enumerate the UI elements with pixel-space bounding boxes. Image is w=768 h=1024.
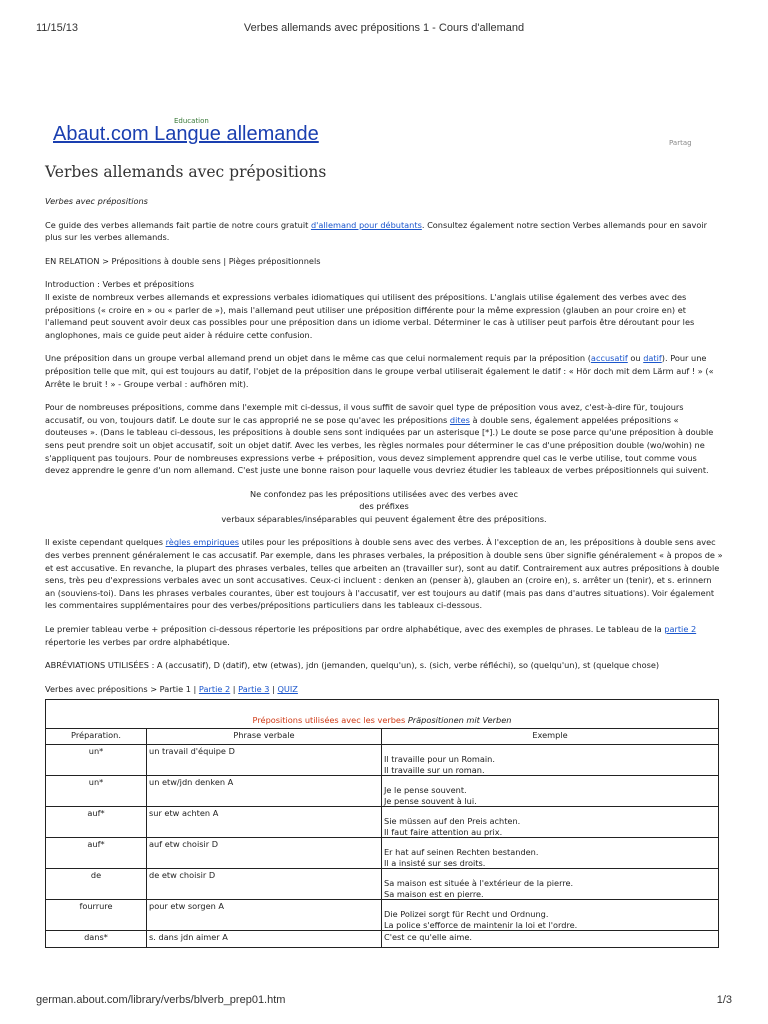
table-row — [46, 745, 719, 776]
cell-preposition: un* — [46, 776, 147, 807]
beginners-course-link[interactable]: d'allemand pour débutants — [310, 219, 422, 230]
prepositions-table — [45, 699, 719, 948]
category-label: Education — [174, 117, 209, 125]
cell-phrase: un travail d'équipe D — [147, 745, 382, 776]
cell-preposition: un* — [46, 745, 147, 776]
print-header — [36, 22, 732, 34]
table-caption: Prépositions utilisées avec les verbes Präpositionen mit Verben — [46, 700, 719, 729]
print-title: Verbes allemands avec prépositions 1 - Cours d'allemand — [243, 22, 525, 34]
rules-of-thumb-link[interactable]: règles empiriques — [165, 537, 240, 548]
cell-preposition: auf* — [46, 838, 147, 869]
cell-phrase: auf etw choisir D — [147, 838, 382, 869]
table-caption-row — [46, 700, 719, 729]
nav-part-3[interactable]: Partie 3 — [238, 683, 270, 694]
subtitle: Verbes avec prépositions — [45, 196, 148, 206]
col-header-preposition: Préparation. — [46, 729, 147, 745]
accusative-link[interactable]: accusatif — [590, 353, 628, 364]
table-header-row — [46, 729, 719, 745]
print-footer — [36, 994, 732, 1006]
article-body — [45, 195, 723, 948]
cell-example: Il travaille pour un Romain. Il travaille sur un roman. — [382, 745, 719, 776]
table-row — [46, 776, 719, 807]
nav-part-2[interactable]: Partie 2 — [198, 683, 231, 694]
paragraph-3: Pour de nombreuses prépositions, comme dans l'exemple mit ci-dessus, il vous suffit de savoir quel type de préposition vous avez, c'est-à-dire für, toujours accusatif, ou von, toujours datif. Le doute sur le cas approprié ne se pose qu'avec les prépositions dites à double sens, également appelées prépositions « douteuses ». (Dans le tableau ci-dessous, les prépositions à double sens sont indiquées par un asterisque [*].) Le doute se pose parce qu'une préposition à double sens peut prendre soit un objet accusatif, soit un objet datif. Avec les verbes, les règles normales pour déterminer le cas d'une préposition double (wo/wohin) ne s'appliquent pas toujours. Pour de nombreuses expressions verbe + préposition, vous devez simplement apprendre quel cas le verbe utilise, tout comme vous devez apprendre le genre d'un nom allemand. C'est juste une bonne raison pour laquelle vous devriez étudier les tableaux de verbes prépositionnels qui suivent. — [45, 402, 714, 476]
abbreviations: ABRÉVIATIONS UTILISÉES : A (accusatif), D (datif), etw (etwas), jdn (jemanden, quelqu'un), s. (sich, verbe réfléchi), so (quelqu'un), st (quelque chose) — [45, 660, 660, 671]
page-number: 1/3 — [716, 994, 732, 1006]
cell-preposition: fourrure — [46, 900, 147, 931]
centered-note: Ne confondez pas les prépositions utilisées avec des verbes avec des préfixes verbaux séparables/inséparables qui peuvent également être des prépositions. — [221, 488, 547, 524]
cell-preposition: dans* — [46, 931, 147, 948]
cell-example: C'est ce qu'elle aime. — [382, 931, 719, 948]
related-links: EN RELATION > Prépositions à double sens | Pièges prépositionnels — [45, 255, 321, 266]
table-row — [46, 807, 719, 838]
print-date: 11/15/13 — [36, 22, 79, 34]
table-row — [46, 869, 719, 900]
two-way-link[interactable]: dites — [449, 414, 470, 425]
part-2-inline-link[interactable]: partie 2 — [664, 624, 697, 635]
cell-phrase: un etw/jdn denken A — [147, 776, 382, 807]
table-row — [46, 838, 719, 869]
page-title: Verbes allemands avec prépositions — [45, 163, 327, 181]
brand-prefix[interactable]: Abaut.com Langue — [53, 123, 227, 145]
intro-paragraph: Ce guide des verbes allemands fait partie de notre cours gratuit d'allemand pour débutants. Consultez également notre section Verbes allemands pour en savoir plus sur les verbes allemands. — [45, 219, 708, 243]
cell-example: Die Polizei sorgt für Recht und Ordnung. La police s'efforce de maintenir la loi et l'ordre. — [382, 900, 719, 931]
dative-link[interactable]: datif — [643, 353, 662, 364]
site-brand[interactable] — [53, 123, 319, 146]
paragraph-5: Le premier tableau verbe + préposition ci-dessous répertorie les prépositions par ordre alphabétique, avec des exemples de phrases. Le tableau de la partie 2 répertorie les verbes par ordre alphabétique. — [45, 624, 697, 647]
cell-example: Sa maison est située à l'extérieur de la pierre. Sa maison est en pierre. — [382, 869, 719, 900]
table-row — [46, 900, 719, 931]
cell-phrase: sur etw achten A — [147, 807, 382, 838]
col-header-phrase: Phrase verbale — [147, 729, 382, 745]
cell-phrase: pour etw sorgen A — [147, 900, 382, 931]
parts-navigation: Verbes avec prépositions > Partie 1 | Partie 2 | Partie 3 | QUIZ — [45, 683, 298, 694]
nav-quiz[interactable]: QUIZ — [277, 683, 298, 694]
paragraph-2: Une préposition dans un groupe verbal allemand prend un objet dans le même cas que celui normalement requis par la préposition (accusatif ou datif). Pour une préposition telle que mit, qui est toujours au datif, l'objet de la préposition dans le groupe verbal utiliserait également le datif : « Hör doch mit dem Lärm auf ! » (« Arrête le bruit ! » - Groupe verbal : aufhören mit). — [45, 353, 714, 389]
cell-example: Er hat auf seinen Rechten bestanden. Il a insisté sur ses droits. — [382, 838, 719, 869]
col-header-example: Exemple — [382, 729, 719, 745]
cell-example: Sie müssen auf den Preis achten. Il faut faire attention au prix. — [382, 807, 719, 838]
intro-section — [45, 278, 723, 341]
brand-link[interactable]: allemande — [226, 123, 319, 145]
footer-url: german.about.com/library/verbs/blverb_prep01.htm — [36, 994, 286, 1006]
cell-preposition: de — [46, 869, 147, 900]
cell-example: Je le pense souvent. Je pense souvent à lui. — [382, 776, 719, 807]
paragraph-1: Il existe de nombreux verbes allemands et expressions verbales idiomatiques qui utilisent des prépositions. L'anglais utilise également des verbes avec des prépositions (« croire en » ou « parler de »), mais l'allemand peut utiliser une préposition différente pour la même expression (glauben an pour croire en) et l'allemand peut souvent avoir deux cas possibles pour une préposition dans un idiome verbal. Déterminer le cas à utiliser peut parfois être déroutant pour les anglophones, mais ce guide peut aider à réduire cette confusion. — [45, 291, 695, 340]
share-label[interactable]: Partag — [669, 139, 692, 147]
intro-heading: Introduction : Verbes et prépositions — [45, 279, 194, 290]
cell-phrase: de etw choisir D — [147, 869, 382, 900]
table-row — [46, 931, 719, 948]
cell-phrase: s. dans jdn aimer A — [147, 931, 382, 948]
cell-preposition: auf* — [46, 807, 147, 838]
paragraph-4: Il existe cependant quelques règles empiriques utiles pour les prépositions à double sens avec des verbes. À l'exception de an, les prépositions à double sens avec des verbes prennent généralement le cas accusatif. Par exemple, dans les phrases verbales, la préposition à double sens über signifie généralement « à propos de » et est accusative. En revanche, la plupart des phrases verbales, telles que arbeiten an (travailler sur), sont au datif. Contrairement aux autres prépositions à double sens, très peu d'expressions verbales avec un sont accusatives. Ceux-ci incluent : denken an (penser à), glauben an (croire en), s. arrêter un (tenir), et s. erinnern an (souviens-toi). Dans les phrases verbales courantes, über est toujours à l'accusatif, ver est toujours au datif (mais pas dans d'autres situations). Voir également les commentaires supplémentaires pour des verbes/prépositions particuliers dans les tableaux ci-dessous. — [45, 537, 723, 611]
